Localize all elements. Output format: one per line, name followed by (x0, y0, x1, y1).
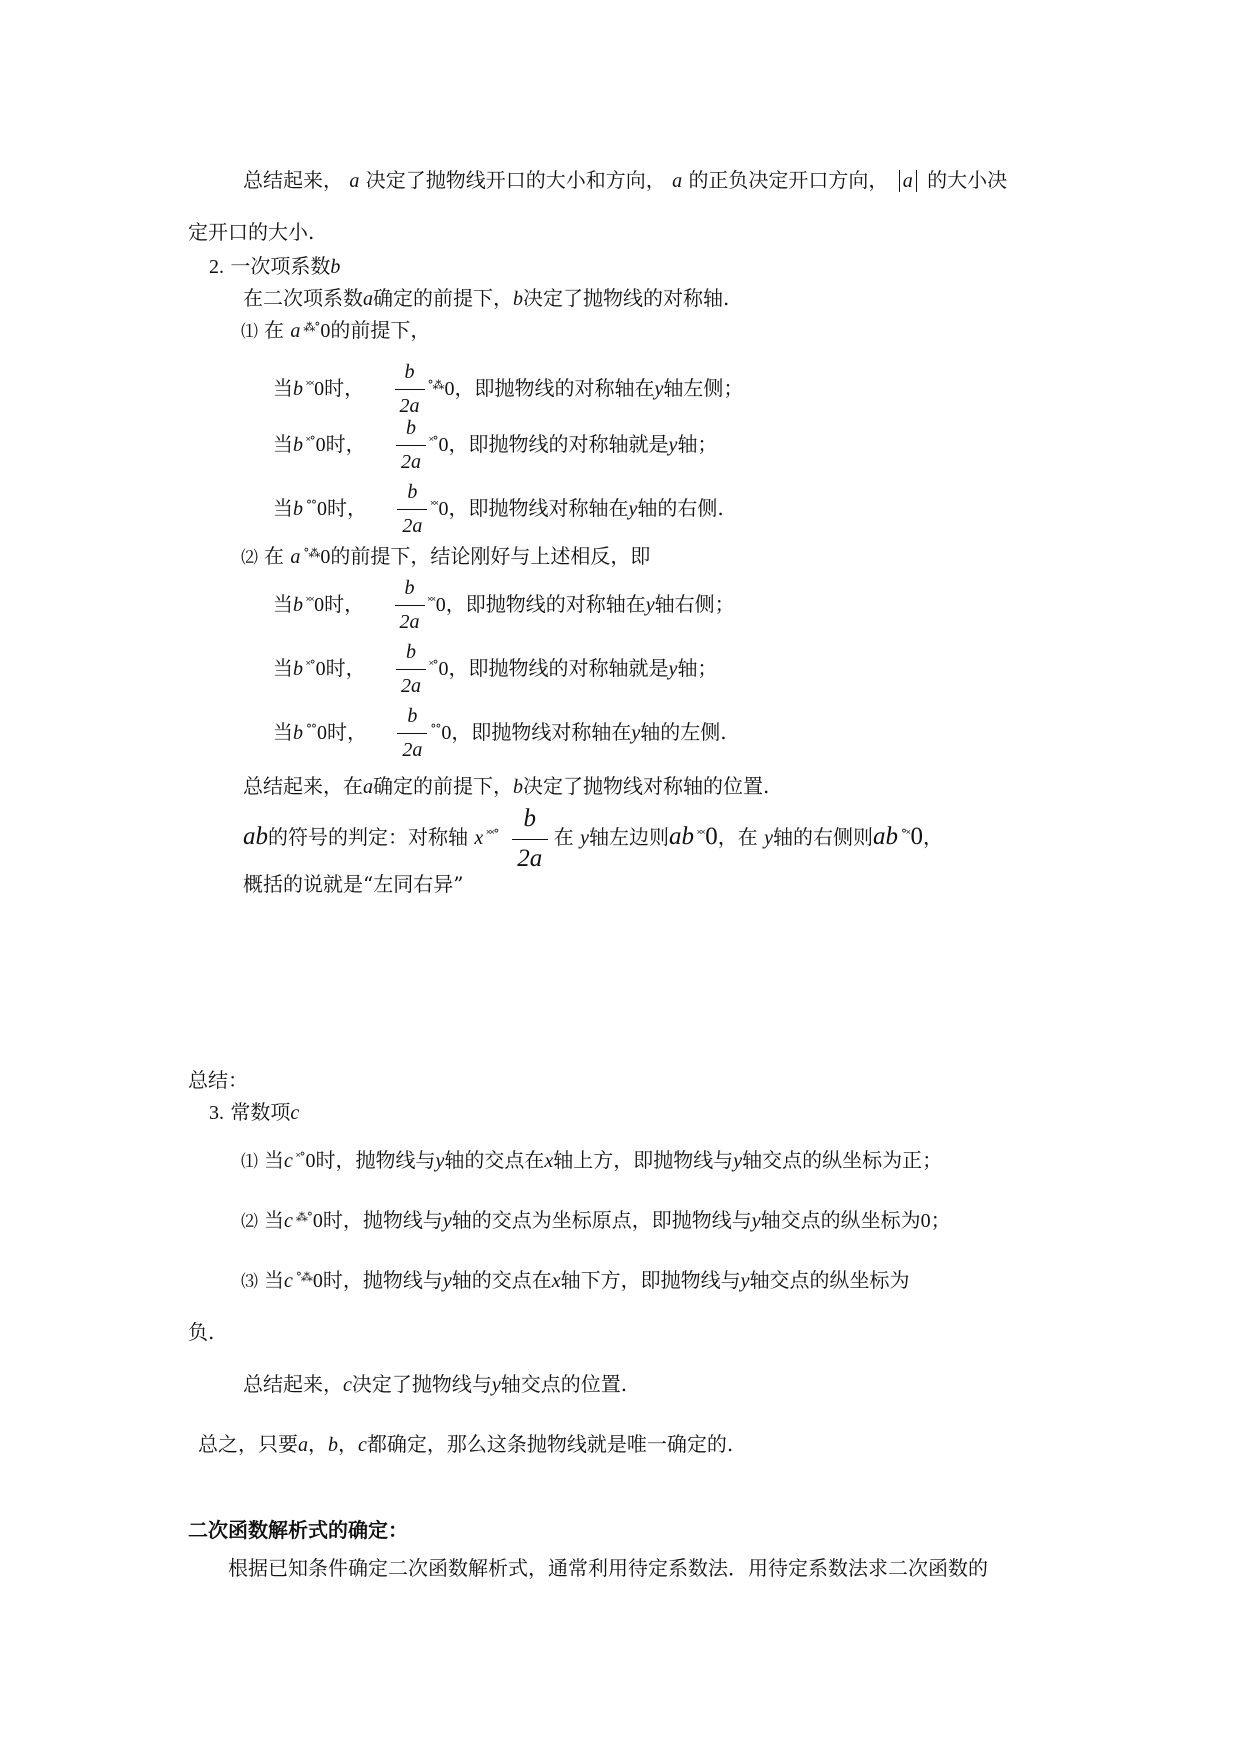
case-2-row-1: 当b ˟˟0时， $\frac{b}{2a}$ ˟˟0，即抛物线的对称轴在y轴右侧； (273, 576, 735, 633)
motto: 概括的说就是“左同右异” (243, 872, 464, 896)
section-3-item-2: ⑵ 当c ⁂°0时，抛物线与y轴的交点为坐标原点，即抛物线与y轴交点的纵坐标为0； (241, 1208, 951, 1232)
section-3-heading: 3. 常数项c (209, 1100, 300, 1124)
para-a-summary-line2 (188, 218, 314, 246)
abs-a: a (899, 170, 917, 192)
var-a: a (349, 170, 360, 192)
conclusion: 总之，只要a，b，c都确定，那么这条抛物线就是唯一确定的. (198, 1432, 734, 1456)
section-3-item-3-cont: 负. (188, 1320, 215, 1344)
case-2-row-2: 当b ˟°0时， $\frac{b}{2a}$ ˟°0，即抛物线的对称轴就是y轴； (273, 640, 718, 697)
text: 的正负决定开口方向， (688, 168, 889, 192)
case-1-row-3: 当b °°0时， $\frac{b}{2a}$ ˟˟0，即抛物线对称轴在y轴的右侧. (273, 480, 724, 537)
text: 定开口的大小. (188, 220, 315, 244)
text: 的大小决 (927, 168, 1008, 192)
fraction-b-over-2a-large: $\frac{b}{2a}$ (512, 825, 548, 853)
case-2-row-3: 当b °°0时， $\frac{b}{2a}$ °°0，即抛物线对称轴在y轴的左侧. (273, 704, 727, 761)
fraction-b-over-2a: $\frac{b}{2a}$ (396, 656, 426, 684)
para-a-summary-line1 (243, 166, 1007, 195)
section-3-item-3: ⑶ 当c °⁂0时，抛物线与y轴的交点在x轴下方，即抛物线与y轴交点的纵坐标为 (241, 1268, 910, 1292)
case-1-row-1: 当b ˟˟0时， $\frac{b}{2a}$ °⁂0，即抛物线的对称轴在y轴左侧； (273, 360, 744, 417)
var-a: a (672, 170, 683, 192)
fraction-b-over-2a: $\frac{b}{2a}$ (397, 496, 427, 524)
section-4-body: 根据已知条件确定二次函数解析式，通常利用待定系数法．用待定系数法求二次函数的 (228, 1556, 988, 1580)
fraction-b-over-2a: $\frac{b}{2a}$ (396, 432, 426, 460)
case-1-label: ⑴ 在 a ⁂°0的前提下， (241, 318, 431, 342)
case-2-label: ⑵ 在 a °⁂0的前提下，结论刚好与上述相反，即 (241, 544, 651, 568)
section-3-summary: 总结起来，c决定了抛物线与y轴交点的位置. (243, 1372, 628, 1396)
section-2-summary: 总结起来，在a确定的前提下，b决定了抛物线对称轴的位置. (243, 774, 770, 798)
section-2-heading: 2. 一次项系数b (209, 254, 341, 278)
section-2-intro: 在二次项系数a确定的前提下，b决定了抛物线的对称轴. (243, 286, 730, 310)
section-3-item-1: ⑴ 当c ˟°0时，抛物线与y轴的交点在x轴上方，即抛物线与y轴交点的纵坐标为正； (241, 1148, 943, 1172)
fraction-b-over-2a: $\frac{b}{2a}$ (397, 720, 427, 748)
text: 决定了抛物线开口的大小和方向， (365, 168, 666, 192)
text: 总结起来， (243, 168, 343, 192)
fraction-b-over-2a: $\frac{b}{2a}$ (395, 376, 425, 404)
case-1-row-2: 当b ˟°0时， $\frac{b}{2a}$ ˟°0，即抛物线的对称轴就是y轴； (273, 416, 718, 473)
section-heading-analytic-form: 二次函数解析式的确定： (188, 1518, 408, 1542)
summary-label: 总结： (188, 1068, 248, 1092)
fraction-b-over-2a: $\frac{b}{2a}$ (395, 592, 425, 620)
ab-sign-rule: ab的符号的判定：对称轴 x ˟˟° $\frac{b}{2a}$ 在 y轴左边则ab ˟˟0，在 y轴的右侧则ab °˟0， (243, 804, 944, 872)
var-b: b (330, 256, 341, 278)
